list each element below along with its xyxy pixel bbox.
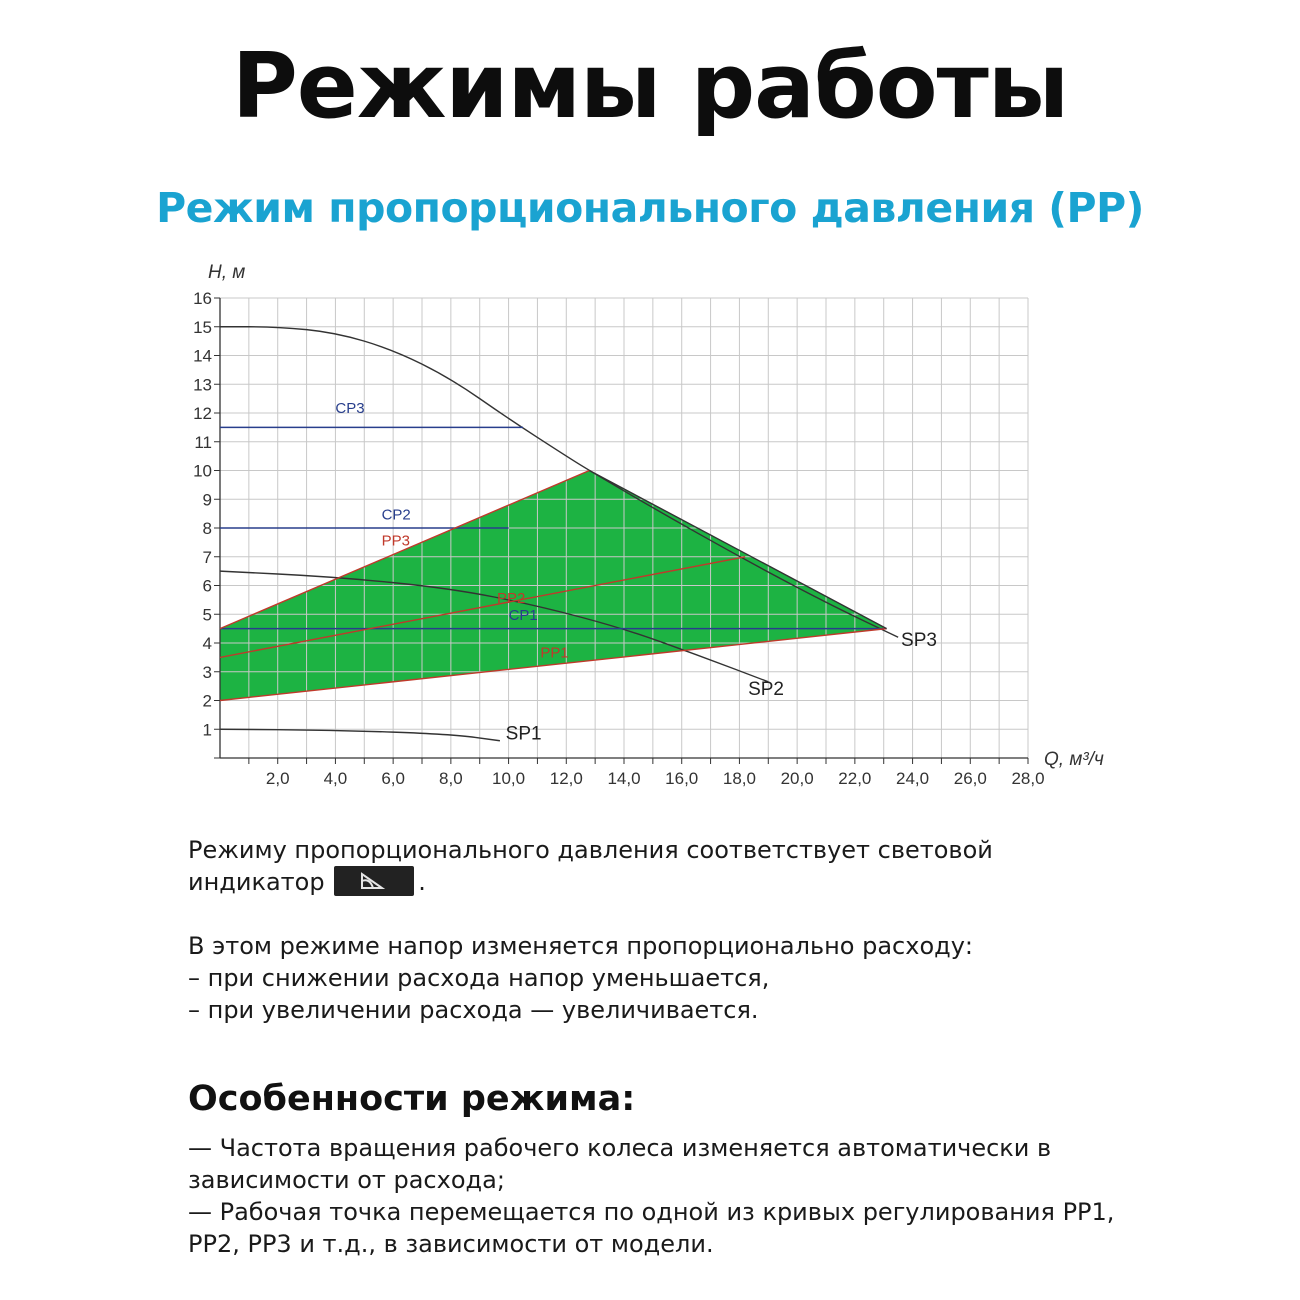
x-tick-label: 28,0 (1011, 769, 1045, 788)
features-heading: Особенности режима: (188, 1079, 636, 1119)
x-tick-label: 16,0 (665, 769, 699, 788)
x-tick-label: 26,0 (953, 769, 987, 788)
indicator-text-line-1: Режиму пропорционального давления соответствует световой (188, 836, 993, 864)
mode-description (188, 930, 1188, 1026)
y-tick-label: 16 (193, 289, 212, 308)
indicator-suffix: . (418, 868, 426, 896)
indicator-prefix: индикатор (188, 868, 325, 896)
y-tick-label: 7 (202, 547, 212, 567)
curve-label-sp3: SP3 (901, 629, 937, 651)
x-tick-label: 8,0 (439, 769, 463, 788)
y-tick-label: 2 (202, 691, 212, 711)
y-axis-label: Н, м (208, 262, 246, 283)
chart-subtitle: Режим пропорционального давления (PP) (156, 184, 1144, 232)
x-tick-label: 24,0 (896, 769, 930, 788)
x-tick-label: 4,0 (323, 769, 348, 788)
series-pp1-label: PP1 (540, 644, 569, 662)
series-cp1-label: CP1 (508, 607, 538, 624)
features-line-4: PP2, PP3 и т.д., в зависимости от модели. (188, 1230, 714, 1258)
series-cp3-label: CP3 (335, 400, 365, 417)
x-tick-label: 12,0 (549, 769, 583, 788)
y-tick-label: 8 (202, 519, 212, 538)
series-pp2-label: PP2 (497, 589, 526, 607)
y-tick-label: 1 (202, 720, 212, 740)
light-indicator (334, 866, 414, 896)
indicator-text-line-2 (188, 866, 1188, 898)
y-tick-label: 5 (202, 605, 212, 625)
y-tick-label: 4 (202, 634, 212, 653)
x-tick-label: 22,0 (838, 769, 872, 788)
pump-curve-chart (170, 250, 1130, 810)
mode-description-line-2: – при снижении расхода напор уменьшается, (188, 964, 770, 992)
y-tick-label: 6 (202, 576, 212, 596)
y-tick-label: 10 (193, 461, 212, 481)
x-axis-label: Q, м³/ч (1044, 749, 1104, 770)
features-line-1: — Частота вращения рабочего колеса изменяется автоматически в (188, 1134, 1052, 1162)
y-tick-label: 13 (193, 375, 212, 395)
x-tick-label: 6,0 (381, 769, 405, 788)
y-tick-label: 15 (193, 317, 212, 337)
y-tick-label: 11 (194, 432, 212, 452)
proportional-pressure-icon (358, 870, 388, 892)
y-tick-label: 12 (193, 404, 212, 423)
page-title: Режимы работы (231, 34, 1069, 139)
x-tick-label: 2,0 (265, 769, 290, 788)
y-tick-label: 9 (202, 490, 212, 510)
features-line-3: — Рабочая точка перемещается по одной из кривых регулирования PP1, (188, 1198, 1115, 1226)
features-list (188, 1132, 1188, 1260)
x-tick-label: 10,0 (492, 769, 526, 788)
x-tick-label: 18,0 (722, 769, 756, 788)
mode-description-line-3: – при увеличении расхода — увеличивается. (188, 996, 759, 1024)
mode-description-line-1: В этом режиме напор изменяется пропорционально расходу: (188, 932, 974, 960)
series-cp2-label: CP2 (381, 506, 411, 524)
y-tick-label: 3 (202, 662, 212, 682)
x-tick-label: 14,0 (607, 769, 641, 788)
x-tick-label: 20,0 (780, 769, 814, 788)
indicator-paragraph (188, 834, 1188, 898)
series-pp3-label: PP3 (381, 532, 410, 550)
features-line-2: зависимости от расхода; (188, 1166, 505, 1194)
y-tick-label: 14 (193, 346, 212, 366)
curve-label-sp2: SP2 (748, 678, 785, 700)
curve-label-sp1: SP1 (505, 723, 542, 745)
